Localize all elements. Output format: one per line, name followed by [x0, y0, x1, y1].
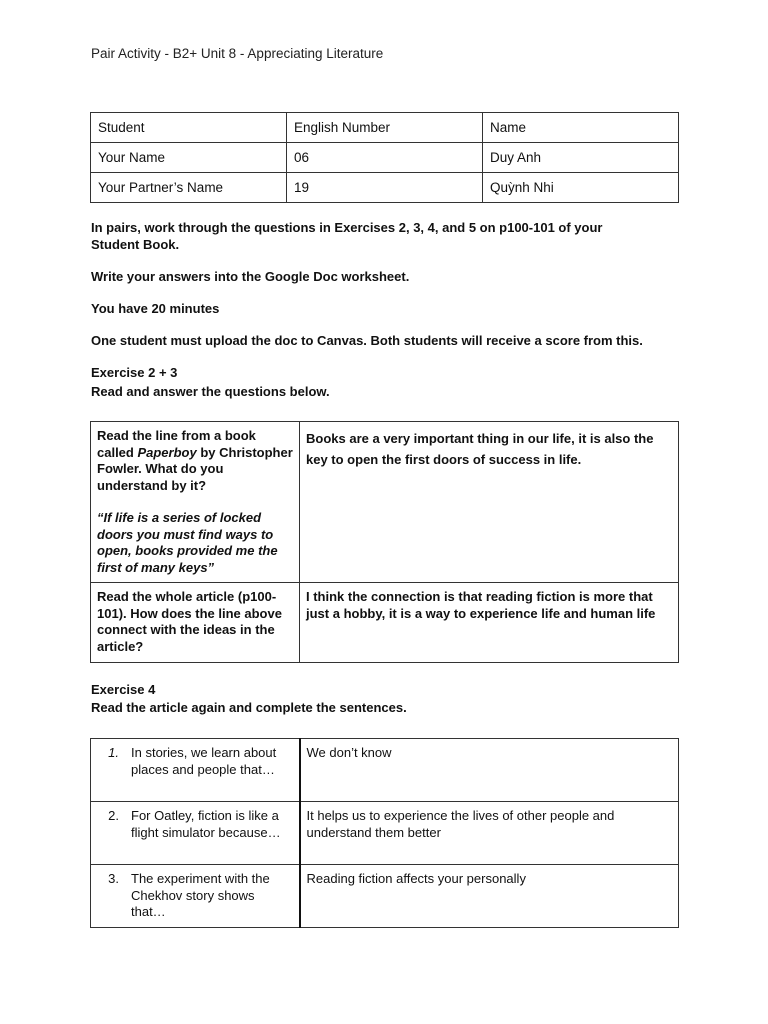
- instruction-upload: One student must upload the doc to Canvas. Both students will receive a score from this.: [91, 333, 643, 348]
- question-text: For Oatley, fiction is like a flight simulator because…: [131, 808, 281, 840]
- answer-cell[interactable]: [300, 583, 679, 663]
- question-text: Read the line from a book called Paperboy by Christopher Fowler. What do you understand by it?: [97, 428, 293, 493]
- table-cell: Quỳnh Nhi: [483, 173, 679, 203]
- instruction-time: You have 20 minutes: [91, 301, 220, 316]
- exercise4-heading: Exercise 4: [91, 682, 156, 697]
- answer-text: It helps us to experience the lives of other people and understand them better: [306, 808, 615, 840]
- table-row: [91, 802, 679, 865]
- page-header: Pair Activity - B2+ Unit 8 - Appreciating Literature: [91, 46, 384, 61]
- quote-text: “If life is a series of locked doors you must find ways to open, books provided me the first of many keys”: [97, 510, 278, 575]
- question-cell: [91, 802, 300, 865]
- answer-text: Reading fiction affects your personally: [306, 871, 526, 886]
- answer-text: I think the connection is that reading fiction is more that just a hobby, it is a way to experience life and human life: [306, 589, 656, 621]
- table-cell: Student: [91, 113, 287, 143]
- answer-text: We don’t know: [306, 745, 392, 760]
- table-row: [91, 173, 679, 203]
- table-row: [91, 143, 679, 173]
- table-cell: English Number: [287, 113, 483, 143]
- answer-cell[interactable]: [300, 865, 679, 928]
- table-row: [91, 583, 679, 663]
- answer-text: Books are a very important thing in our life, it is also the key to open the first doors of success in life.: [306, 431, 654, 467]
- table-cell: Your Name: [91, 143, 287, 173]
- question-text: Read the whole article (p100-101). How does the line above connect with the ideas in the article?: [97, 589, 282, 654]
- exercise23-subheading: Read and answer the questions below.: [91, 384, 330, 399]
- question-cell: [91, 422, 300, 583]
- item-number: 2.: [108, 808, 119, 823]
- question-text: The experiment with the Chekhov story shows that…: [131, 871, 270, 919]
- exercise4-subheading: Read the article again and complete the sentences.: [91, 700, 407, 715]
- answer-cell[interactable]: [300, 739, 679, 802]
- table-row: [91, 113, 679, 143]
- table-row: [91, 739, 679, 802]
- table-row: [91, 422, 679, 583]
- table-cell: 19: [287, 173, 483, 203]
- exercise4-table: [90, 738, 679, 928]
- table-row: [91, 865, 679, 928]
- question-cell: [91, 739, 300, 802]
- table-cell: Duy Anh: [483, 143, 679, 173]
- question-cell: [91, 865, 300, 928]
- student-info-table: [90, 112, 679, 203]
- item-number: 3.: [108, 871, 119, 886]
- question-cell: [91, 583, 300, 663]
- table-cell: Name: [483, 113, 679, 143]
- exercise23-table: [90, 421, 679, 663]
- exercise23-heading: Exercise 2 + 3: [91, 365, 178, 380]
- answer-cell[interactable]: [300, 802, 679, 865]
- instruction-pairs: In pairs, work through the questions in Exercises 2, 3, 4, and 5 on p100-101 of your Student Book.: [91, 220, 603, 252]
- table-cell: 06: [287, 143, 483, 173]
- instruction-write: Write your answers into the Google Doc worksheet.: [91, 269, 410, 284]
- question-text: In stories, we learn about places and people that…: [131, 745, 277, 777]
- book-title: Paperboy: [137, 444, 197, 460]
- table-cell: Your Partner’s Name: [91, 173, 287, 203]
- item-number: 1.: [108, 745, 119, 760]
- answer-cell[interactable]: [300, 422, 679, 583]
